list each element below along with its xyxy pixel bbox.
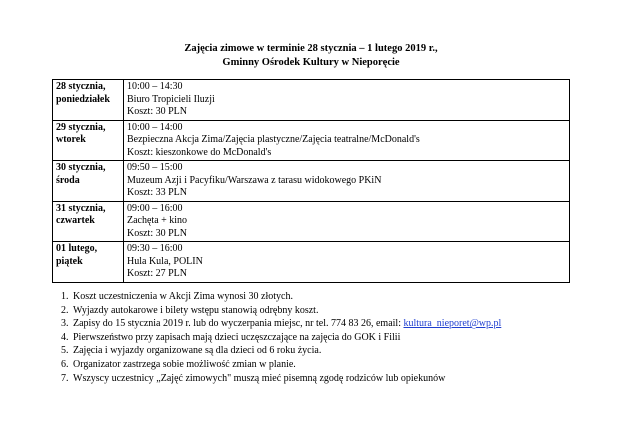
event-cost: Koszt: 33 PLN [127, 187, 187, 198]
event-time: 09:00 – 16:00 [127, 202, 183, 214]
note-text: Pierwszeństwo przy zapisach mają dzieci uczęszczające na zajęcia do GOK i Filii [73, 331, 401, 343]
details-cell [124, 242, 570, 283]
table-row [53, 201, 570, 242]
event-activity: Zachęta + kino [127, 215, 188, 226]
document-title [0, 42, 622, 70]
table-row [53, 242, 570, 283]
day-weekday: środa [56, 174, 80, 186]
day-date: 30 stycznia, [56, 162, 106, 173]
details-cell [124, 161, 570, 202]
note-text: Wszyscy uczestnicy „Zajęć zimowych" muszą mieć pisemną zgodę rodziców lub opiekunów [73, 372, 446, 384]
day-cell [53, 161, 124, 202]
event-cost: Koszt: 30 PLN [127, 227, 187, 239]
note-item [71, 358, 611, 372]
details-cell [124, 120, 570, 161]
event-activity: Hula Kula, POLIN [127, 255, 203, 267]
day-cell [53, 120, 124, 161]
day-weekday: poniedziałek [56, 93, 110, 105]
event-cost: Koszt: 30 PLN [127, 106, 187, 117]
title-line-1: Zajęcia zimowe w terminie 28 stycznia – 1 lutego 2019 r., [184, 43, 438, 54]
details-cell [124, 80, 570, 121]
event-cost: Koszt: 27 PLN [127, 268, 187, 279]
details-cell [124, 201, 570, 242]
note-text: Organizator zastrzega sobie możliwość zmian w planie. [73, 358, 296, 370]
title-line-2: Gminny Ośrodek Kultury w Nieporęcie [222, 57, 400, 68]
notes-list [52, 290, 611, 385]
day-date: 31 stycznia, [56, 202, 106, 214]
event-activity: Bezpieczna Akcja Zima/Zajęcia plastyczne/Zajęcia teatralne/McDonald's [127, 134, 420, 145]
day-date: 01 lutego, [56, 243, 98, 254]
event-activity: Biuro Tropicieli Iluzji [127, 93, 215, 105]
note-item [71, 344, 611, 358]
day-date: 28 stycznia, [56, 81, 106, 92]
note-item [71, 290, 611, 304]
event-time: 10:00 – 14:30 [127, 81, 183, 92]
event-time: 09:50 – 15:00 [127, 162, 183, 173]
table-row [53, 120, 570, 161]
note-text: Wyjazdy autokarowe i bilety wstępu stanowią odrębny koszt. [73, 304, 319, 316]
note-item [71, 317, 611, 331]
day-cell [53, 201, 124, 242]
day-cell [53, 242, 124, 283]
day-date: 29 stycznia, [56, 121, 106, 133]
day-weekday: wtorek [56, 134, 86, 145]
note-text: Zajęcia i wyjazdy organizowane są dla dzieci od 6 roku życia. [73, 345, 322, 357]
event-cost: Koszt: kieszonkowe do McDonald's [127, 146, 272, 158]
day-weekday: piątek [56, 255, 83, 267]
schedule-table [52, 79, 570, 283]
note-text: Zapisy do 15 stycznia 2019 r. lub do wyczerpania miejsc, nr tel. 774 83 26, email: [73, 318, 404, 330]
email-link[interactable]: kultura_nieporet@wp.pl [403, 318, 502, 330]
note-item [71, 331, 611, 345]
day-cell [53, 80, 124, 121]
day-weekday: czwartek [56, 215, 95, 226]
event-activity: Muzeum Azji i Pacyfiku/Warszawa z tarasu widokowego PKiN [127, 174, 382, 186]
event-time: 10:00 – 14:00 [127, 121, 183, 133]
event-time: 09:30 – 16:00 [127, 243, 183, 254]
table-row [53, 80, 570, 121]
note-item [71, 372, 611, 386]
note-text: Koszt uczestniczenia w Akcji Zima wynosi 30 złotych. [73, 291, 293, 302]
table-row [53, 161, 570, 202]
note-item [71, 304, 611, 318]
